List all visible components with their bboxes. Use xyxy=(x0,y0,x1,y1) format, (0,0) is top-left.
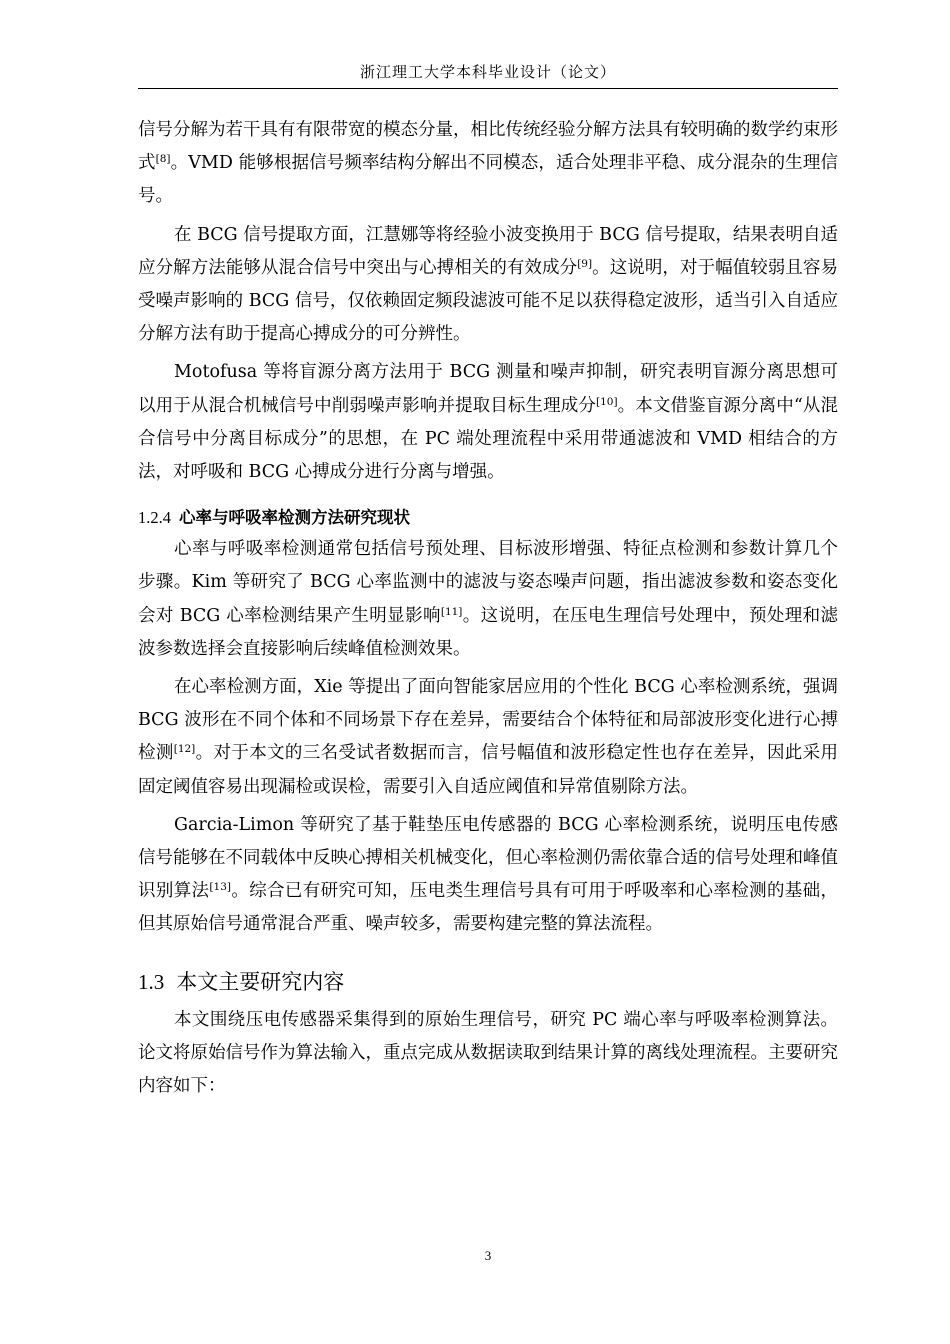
paragraph-text: 。VMD 能够根据信号频率结构分解出不同模态，适合处理非平稳、成分混杂的生理信号。 xyxy=(138,153,838,207)
paragraph-text: 。这说明，对于幅值较弱且容易受噪声影响的 BCG 信号，仅依赖固定频段滤波可能不足以获得稳定波形，适当引入自适应分解方法有助于提高心搏成分的可分辨性。 xyxy=(138,257,839,345)
citation-12: [12] xyxy=(173,743,196,756)
paragraph-main-content xyxy=(138,1004,838,1104)
paragraph-text: 。综合已有研究可知，压电类生理信号具有可用于呼吸率和心率检测的基础，但其原始信号通常混合严重、噪声较多，需要构建完整的算法流程。 xyxy=(138,881,839,935)
paragraph-text: 。对于本文的三名受试者数据而言，信号幅值和波形稳定性也存在差异，因此采用固定阈值容易出现漏检或误检，需要引入自适应阈值和异常值剔除方法。 xyxy=(138,743,839,797)
paragraph-text: 在心率检测方面，Xie 等提出了面向智能家居应用的个性化 BCG 心率检测系统，强调 BCG 波形在不同个体和不同场景下存在差异，需要结合个体特征和局部波形变化进行心搏检测 xyxy=(138,677,838,764)
paragraph-text: 。这说明，在压电生理信号处理中，预处理和滤波参数选择会直接影响后续峰值检测效果。 xyxy=(138,605,838,659)
section-heading-1-3 xyxy=(138,966,838,998)
page-body xyxy=(138,114,838,1103)
citation-8: [8] xyxy=(155,153,171,166)
paragraph-text: 心率与呼吸率检测通常包括信号预处理、目标波形增强、特征点检测和参数计算几个步骤。Kim 等研究了 BCG 心率监测中的滤波与姿态噪声问题，指出滤波参数和姿态变化会对 BCG 心率检测结果产生明显影响 xyxy=(138,539,838,626)
paragraph-blind-source-separation xyxy=(138,356,838,489)
paragraph-insole-sensor xyxy=(138,809,838,942)
citation-11: [11] xyxy=(440,605,463,618)
subsection-heading-1-2-4 xyxy=(138,503,838,533)
header-rule xyxy=(138,88,838,89)
paragraph-text: Motofusa 等将盲源分离方法用于 BCG 测量和噪声抑制，研究表明盲源分离思想可以用于从混合机械信号中削弱噪声影响并提取目标生理成分 xyxy=(138,362,838,416)
paragraph-text: 本文围绕压电传感器采集得到的原始生理信号，研究 PC 端心率与呼吸率检测算法。论文将原始信号作为算法输入，重点完成从数据读取到结果计算的离线处理流程。主要研究内容如下： xyxy=(138,1009,838,1097)
paragraph-text: 。本文借鉴盲源分离中“从混合信号中分离目标成分”的思想，在 PC 端处理流程中采用带通滤波和 VMD 相结合的方法，对呼吸和 BCG 心搏成分进行分离与增强。 xyxy=(138,395,839,483)
paragraph-bcg-extraction xyxy=(138,219,838,352)
paragraph-detection-steps xyxy=(138,533,838,666)
paragraph-text: 在 BCG 信号提取方面，江慧娜等将经验小波变换用于 BCG 信号提取，结果表明自适应分解方法能够从混合信号中突出与心搏相关的有效成分 xyxy=(138,224,838,278)
citation-10: [10] xyxy=(596,395,618,408)
subsection-title: 心率与呼吸率检测方法研究现状 xyxy=(179,508,410,528)
section-title: 本文主要研究内容 xyxy=(176,969,345,994)
citation-9: [9] xyxy=(577,257,593,270)
paragraph-heart-rate-detection xyxy=(138,671,838,804)
paragraph-text: Garcia-Limon 等研究了基于鞋垫压电传感器的 BCG 心率检测系统，说明压电传感信号能够在不同载体中反映心搏相关机械变化，但心率检测仍需依靠合适的信号处理和峰值识别算法 xyxy=(138,814,838,902)
running-header: 浙江理工大学本科毕业设计（论文） xyxy=(359,63,616,81)
paragraph-text: 信号分解为若干具有有限带宽的模态分量，相比传统经验分解方法具有较明确的数学约束形式 xyxy=(138,120,838,174)
citation-13: [13] xyxy=(209,881,231,894)
page-number: 3 xyxy=(484,1248,492,1263)
section-number: 1.3 xyxy=(138,969,165,994)
subsection-number: 1.2.4 xyxy=(138,508,171,528)
paragraph-vmd-continuation xyxy=(138,114,838,214)
